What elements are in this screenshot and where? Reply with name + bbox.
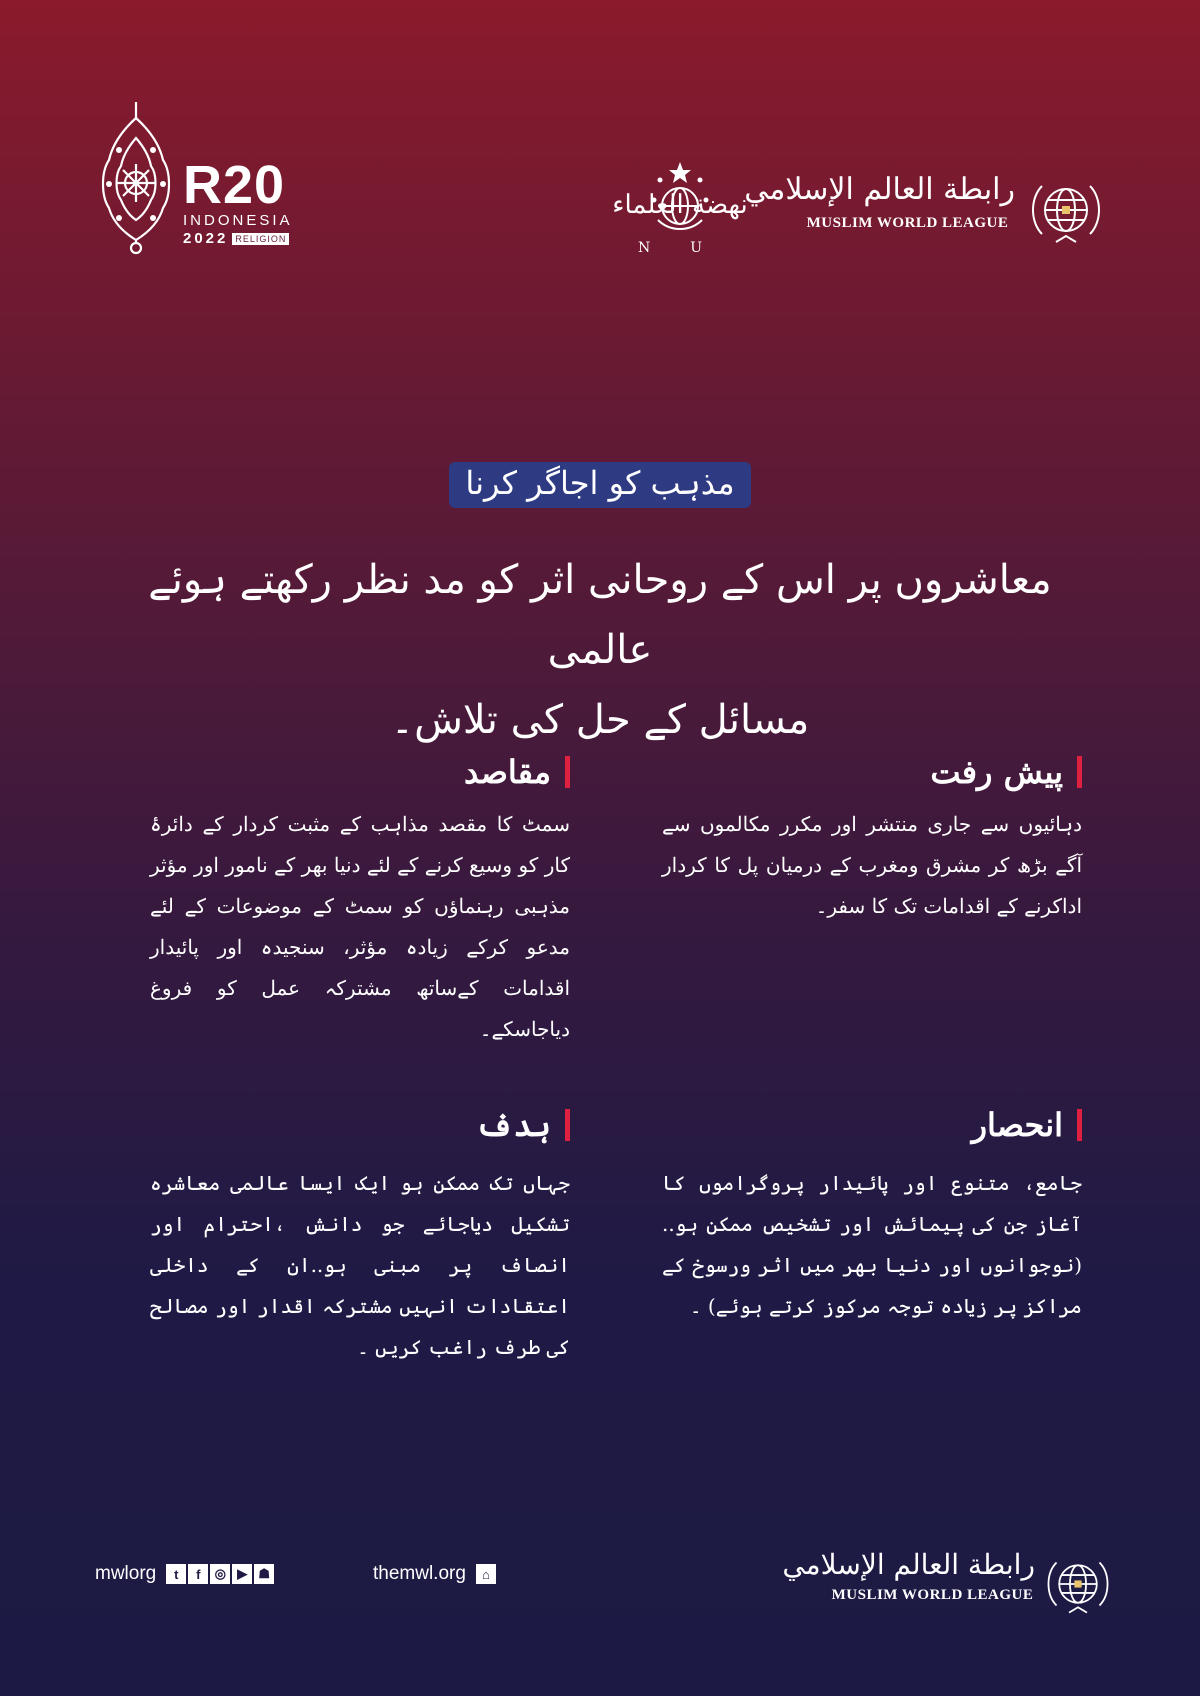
mwl-logo-footer [782,1548,1120,1628]
mwl-logo-header [744,172,1110,262]
main-heading [120,545,1080,755]
section-reliance-body: جامع، متنوع اور پائیدار پروگراموں کا آغاز جن کی پیمائش اور تشخیص ممکن ہو..(نوجوانوں اور دنیا بھر میں اثر ورسوخ کے مراکز پر زیادہ توجہ مرکوز کرتے ہوئے) ۔ [662,1171,1082,1318]
main-heading-line1: معاشروں پر اس کے روحانی اثر کو مد نظر رکھتے ہوئے عالمی [148,557,1052,673]
mwl-globe-emblem-icon [1028,172,1104,248]
r20-year: 2022 [183,230,229,247]
section-goal-body: جہاں تک ممکن ہو ایک ایسا عالمی معاشرہ تشکیل دیاجائے جو دانش ،احترام اور انصاف پر مبنی ہو..ان کے داخلی اعتقادات انہیں مشترکہ اقدار اور مصالح کی طرف راغب کریں ۔ [150,1171,570,1359]
section-goal-title: ہدف [476,1106,551,1144]
section-progress-body: دہائیوں سے جاری منتشر اور مکرر مکالموں سے آگے بڑھ کر مشرق ومغرب کے درمیان پل کا کردار اداکرنے کے اقدامات تک کا سفر۔ [662,812,1082,918]
section-accent-bar [1077,756,1082,788]
social-handle[interactable]: mwlorg [95,1563,157,1584]
section-accent-bar [565,756,570,788]
instagram-icon[interactable]: ◎ [210,1564,230,1584]
mwl-english-name: MUSLIM WORLD LEAGUE [806,215,1009,231]
nu-logo [600,160,760,260]
mwl-footer-english-name: MUSLIM WORLD LEAGUE [831,1587,1034,1603]
r20-emblem-icon [95,100,177,260]
section-reliance [662,1105,1082,1327]
r20-religion-tag: RELIGION [232,233,289,245]
mwl-arabic-name: رابطة العالم الإسلامي [744,172,1015,207]
home-icon[interactable]: ⌂ [476,1564,496,1584]
footer [95,1548,1115,1628]
social-handle-group [95,1563,276,1585]
section-progress [662,752,1082,927]
twitter-icon[interactable]: t [166,1564,186,1584]
section-accent-bar [565,1109,570,1141]
r20-year-row [183,230,293,247]
main-heading-line2: مسائل کے حل کی تلاش۔ [390,697,810,743]
mwl-footer-globe-emblem-icon [1044,1550,1112,1618]
section-objectives-title: مقاصد [463,753,551,791]
section-objectives [150,752,570,1050]
r20-title: R20 [183,155,286,215]
nu-arabic-name: نهضة العلماء [612,190,748,220]
section-goal [150,1105,570,1368]
mwl-footer-arabic-name: رابطة العالم الإسلامي [782,1548,1035,1581]
section-objectives-body: سمٹ کا مقصد مذاہب کے مثبت کردار کے دائرۂ کار کو وسیع کرنے کے لئے دنیا بھر کے نامور اور مؤثر مذہبی رہنماؤں کو سمٹ کے موضوعات کے لئے مدعو کرکے زیادہ مؤثر، سنجیدہ اور پائیدار اقدامات کےساتھ مشترکہ عمل کو فروغ دیاجاسکے۔ [150,812,570,1041]
title-badge: مذہب کو اجاگر کرنا [449,462,750,508]
facebook-icon[interactable]: f [188,1564,208,1584]
snapchat-icon[interactable]: ☗ [254,1564,274,1584]
website-link[interactable]: themwl.org [373,1563,466,1584]
nu-letters: NU [637,240,743,256]
youtube-icon[interactable]: ▶ [232,1564,252,1584]
section-accent-bar [1077,1109,1082,1141]
r20-country: INDONESIA [183,212,293,229]
r20-logo [95,100,325,260]
website-group [373,1563,498,1585]
r20-wordmark [183,155,293,247]
title-badge-row [0,462,1200,508]
section-reliance-title: انحصار [971,1106,1063,1144]
section-progress-title: پیش رفت [930,753,1063,791]
